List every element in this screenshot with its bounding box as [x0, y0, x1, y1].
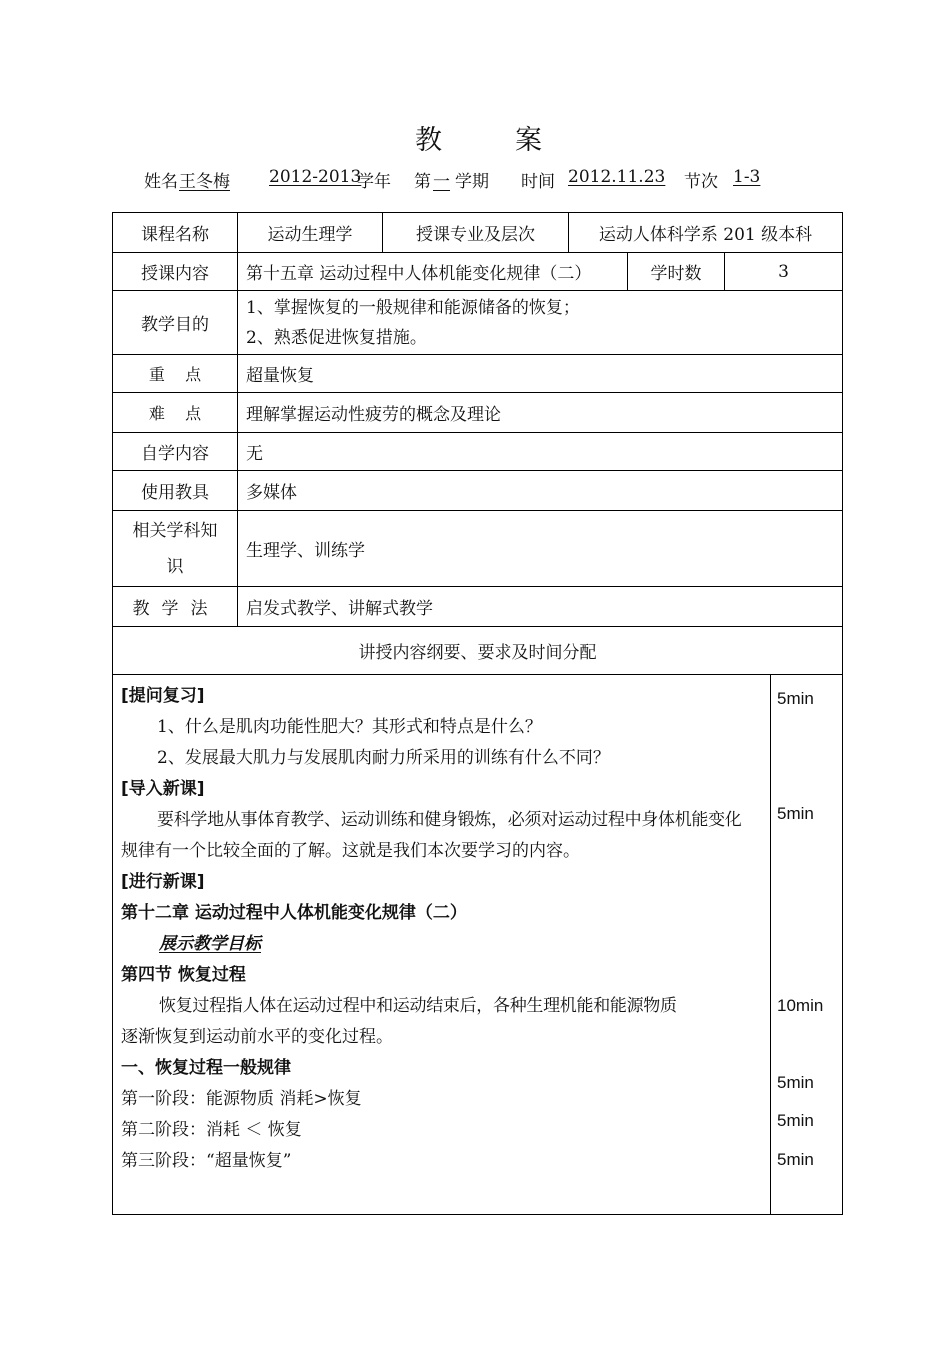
row-course — [113, 213, 843, 253]
session-value: 1-3 — [733, 167, 761, 187]
tools-label: 使用教具 — [113, 471, 238, 511]
course-name-value: 运动生理学 — [238, 213, 383, 253]
goal-item-1: 1、掌握恢复的一般规律和能源储备的恢复； — [246, 297, 580, 318]
related-label — [113, 511, 238, 587]
row-tools — [113, 471, 843, 511]
intro-text-1: 要科学地从事体育教学、运动训练和健身锻炼，必须对运动过程中身体机能变化 — [157, 810, 742, 830]
show-goal: 展示教学目标 — [159, 934, 261, 954]
key-label: 重 点 — [113, 355, 238, 393]
time-intro: 5min — [777, 804, 814, 823]
recovery-text-2: 逐渐恢复到运动前水平的变化过程。 — [121, 1027, 393, 1047]
content-value: 第十五章 运动过程中人体机能变化规律（二） — [238, 253, 628, 291]
major-value: 运动人体科学系 201 级本科 — [569, 213, 843, 253]
header-meta — [0, 167, 952, 191]
major-label: 授课专业及层次 — [383, 213, 569, 253]
related-label-line-1: 相关学科知 — [132, 520, 218, 541]
time-stage-1: 5min — [777, 1073, 814, 1092]
content-label: 授课内容 — [113, 253, 238, 291]
difficulty-label: 难 点 — [113, 393, 238, 433]
time-value: 2012.11.23 — [568, 167, 666, 187]
row-key — [113, 355, 843, 393]
review-heading: [提问复习] — [121, 686, 205, 706]
outline-content — [113, 675, 771, 1215]
outline-header: 讲授内容纲要、要求及时间分配 — [113, 627, 843, 675]
review-question-1: 1、什么是肌肉功能性肥大？其形式和特点是什么？ — [157, 717, 542, 737]
term-suffix: 学期 — [455, 172, 489, 192]
review-question-2: 2、发展最大肌力与发展肌肉耐力所采用的训练有什么不同？ — [157, 748, 610, 768]
course-name-label: 课程名称 — [113, 213, 238, 253]
time-review: 5min — [777, 689, 814, 708]
title-char-2: 案 — [515, 125, 544, 156]
term-prefix: 第 — [414, 172, 431, 192]
name-value: 王冬梅 — [179, 172, 230, 192]
goal-label: 教学目的 — [113, 291, 238, 355]
rule-heading: 一、恢复过程一般规律 — [121, 1058, 291, 1078]
row-outline-body — [113, 675, 843, 1215]
time-stage-2: 5min — [777, 1111, 814, 1130]
hours-value: 3 — [725, 253, 843, 291]
key-value: 超量恢复 — [238, 355, 843, 393]
name-label: 姓名 — [144, 172, 178, 192]
time-label: 时间 — [521, 172, 555, 192]
term-value: 一 — [433, 172, 450, 192]
row-related — [113, 511, 843, 587]
row-content — [113, 253, 843, 291]
stage-3: 第三阶段：“超量恢复” — [121, 1151, 292, 1171]
year-label: 学年 — [357, 172, 391, 192]
intro-heading: [导入新课] — [121, 779, 205, 799]
lesson-plan-table — [112, 212, 843, 1215]
time-recovery: 10min — [777, 996, 824, 1015]
recovery-text-1: 恢复过程指人体在运动过程中和运动结束后，各种生理机能和能源物质 — [159, 996, 677, 1016]
row-difficulty — [113, 393, 843, 433]
hours-label: 学时数 — [628, 253, 725, 291]
row-selfstudy — [113, 433, 843, 471]
intro-text-2: 规律有一个比较全面的了解。这就是我们本次要学习的内容。 — [121, 841, 580, 861]
stage-2: 第二阶段：消耗 ＜ 恢复 — [121, 1120, 302, 1140]
selfstudy-label: 自学内容 — [113, 433, 238, 471]
new-lesson-heading: [进行新课] — [121, 872, 205, 892]
title-char-1: 教 — [415, 125, 444, 156]
stage-1: 第一阶段：能源物质 消耗>恢复 — [121, 1089, 362, 1109]
section-title: 第四节 恢复过程 — [121, 965, 246, 985]
tools-value: 多媒体 — [238, 471, 843, 511]
session-label: 节次 — [684, 172, 718, 192]
row-outline-header — [113, 627, 843, 675]
method-label: 教学法 — [113, 587, 238, 627]
related-label-line-2: 识 — [166, 556, 184, 577]
time-stage-3: 5min — [777, 1150, 814, 1169]
selfstudy-value: 无 — [238, 433, 843, 471]
method-value: 启发式教学、讲解式教学 — [238, 587, 843, 627]
chapter-title: 第十二章 运动过程中人体机能变化规律（二） — [121, 903, 467, 923]
goal-value — [238, 291, 843, 355]
goal-item-2: 2、熟悉促进恢复措施。 — [246, 327, 427, 348]
time-allocation-column — [771, 675, 843, 1215]
related-value: 生理学、训练学 — [238, 511, 843, 587]
row-method — [113, 587, 843, 627]
difficulty-value: 理解掌握运动性疲劳的概念及理论 — [238, 393, 843, 433]
row-goal — [113, 291, 843, 355]
year-value: 2012-2013 — [269, 167, 362, 187]
